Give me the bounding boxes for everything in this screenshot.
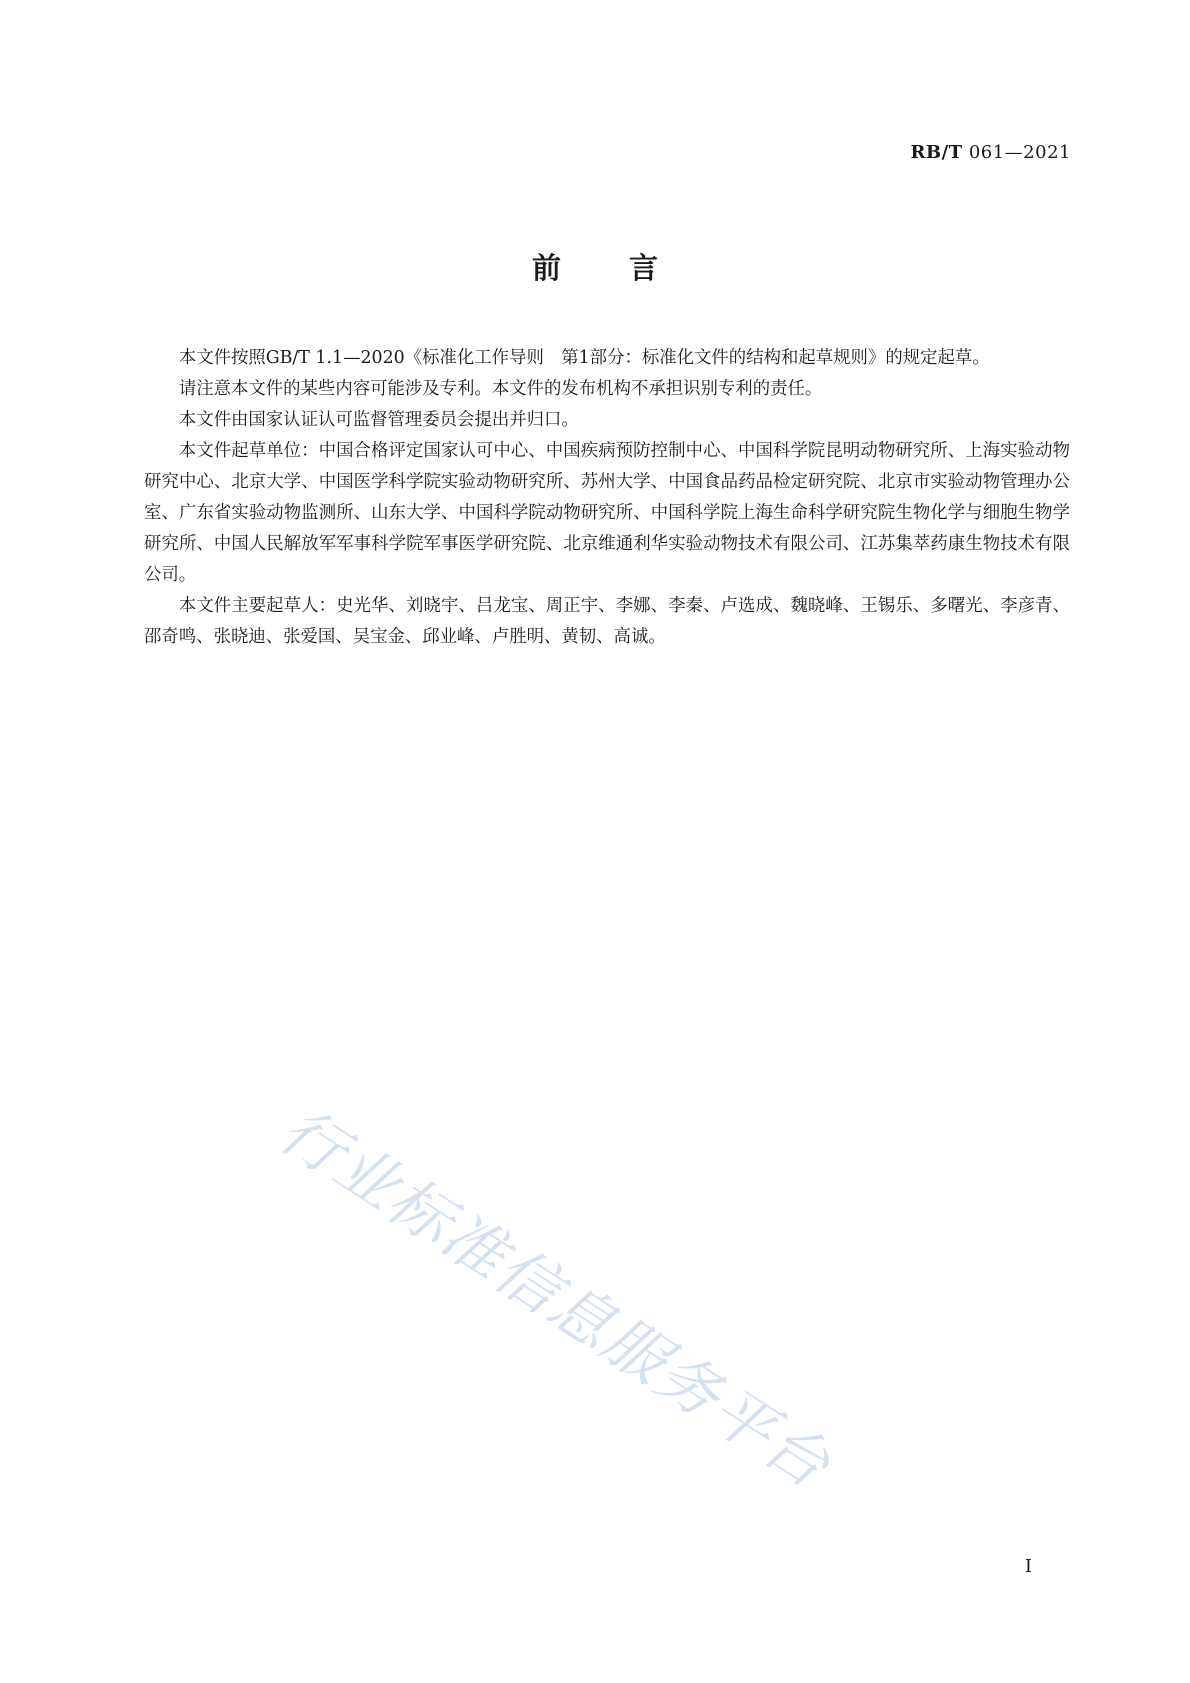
page-title [0, 246, 1190, 287]
paragraph-patent-notice: 请注意本文件的某些内容可能涉及专利。本文件的发布机构不承担识别专利的责任。 [178, 379, 823, 399]
document-code-number: 061—2021 [968, 142, 1071, 163]
page-title-char-1: 前 [531, 251, 561, 285]
foreword-body [144, 343, 1070, 653]
document-code [910, 142, 1071, 163]
paragraph-drafters: 本文件主要起草人：史光华、刘晓宇、吕龙宝、周正宇、李娜、李秦、卢选成、魏晓峰、王锡乐、多曙光、李彦青、邵奇鸣、张晓迪、张爱国、吴宝金、邱业峰、卢胜明、黄韧、高诚。 [144, 596, 1070, 647]
paragraph-drafting-units: 本文件起草单位：中国合格评定国家认可中心、中国疾病预防控制中心、中国科学院昆明动物研究所、上海实验动物研究中心、北京大学、中国医学科学院实验动物研究所、苏州大学、中国食品药品检定研究院、北京市实验动物管理办公室、广东省实验动物监测所、山东大学、中国科学院动物研究所、中国科学院上海生命科学研究院生物化学与细胞生物学研究所、中国人民解放军军事科学院军事医学研究院、北京维通利华实验动物技术有限公司、江苏集萃药康生物技术有限公司。 [144, 441, 1070, 585]
paragraph-proposer: 本文件由国家认证认可监督管理委员会提出并归口。 [178, 410, 579, 430]
document-code-prefix: RB/T [910, 142, 963, 163]
watermark: 行业标准信息服务平台 [267, 1093, 844, 1503]
page-number: I [1024, 1556, 1032, 1577]
paragraph-drafting-rules: 本文件按照GB/T 1.1—2020《标准化工作导则 第1部分：标准化文件的结构和起草规则》的规定起草。 [178, 348, 990, 368]
page-title-char-2: 言 [629, 251, 659, 285]
